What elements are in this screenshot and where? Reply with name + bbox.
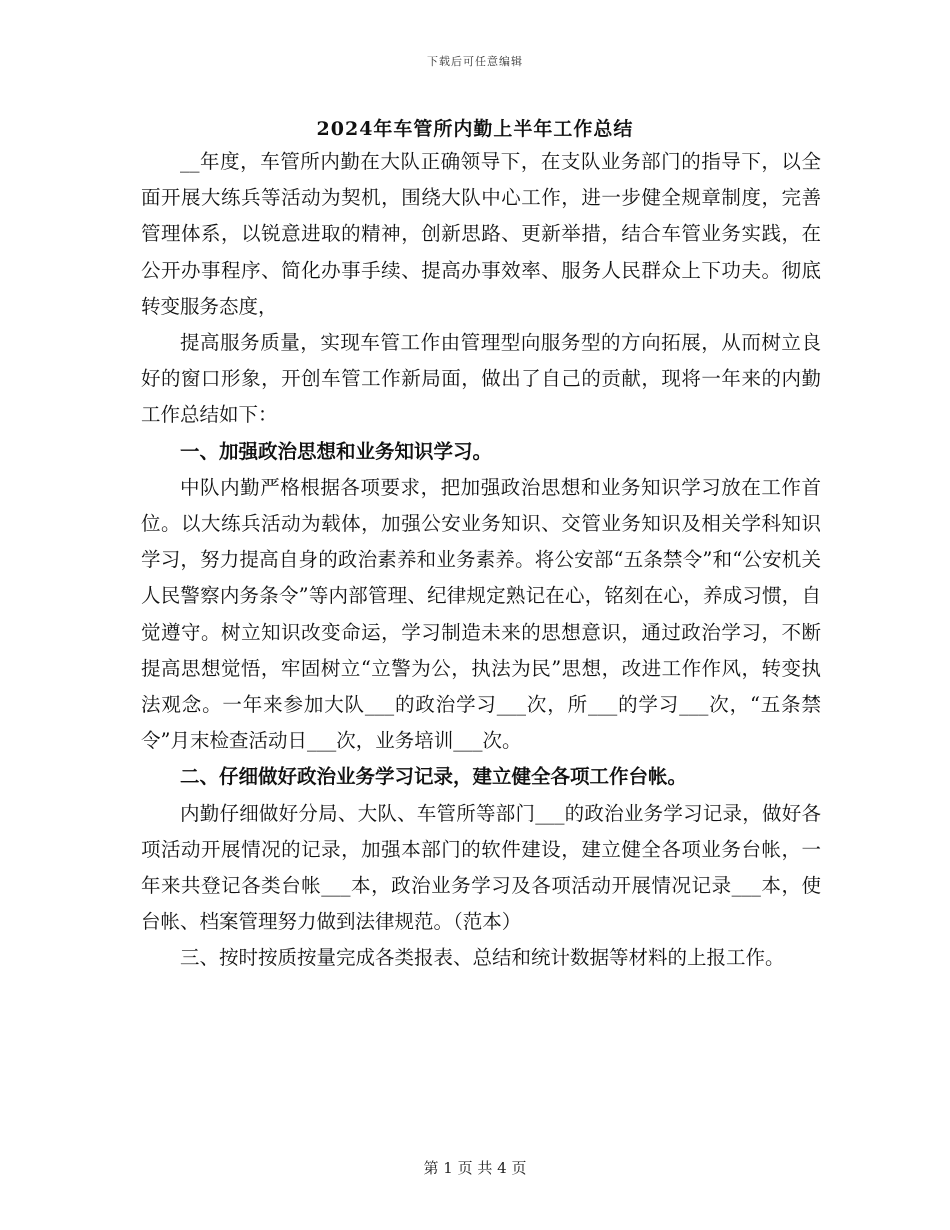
paragraph-intro-continued: 提高服务质量，实现车管工作由管理型向服务型的方向拓展，从而树立良好的窗口形象，开创车管工作新局面，做出了自己的贡献，现将一年来的内勤工作总结如下： [141, 331, 821, 427]
page-number-footer: 第 1 页 共 4 页 [423, 1159, 527, 1177]
paragraph-intro: __年度，车管所内勤在大队正确领导下，在支队业务部门的指导下，以全面开展大练兵等活动为契机，围绕大队中心工作，进一步健全规章制度，完善管理体系，以锐意进取的精神，创新思路、更新举措，结合车管业务实践，在公开办事程序、简化办事手续、提高办事效率、服务人民群众上下功夫。彻底转变服务态度， [141, 150, 821, 318]
paragraph-section-1: 中队内勤严格根据各项要求，把加强政治思想和业务知识学习放在工作首位。以大练兵活动为载体，加强公安业务知识、交管业务知识及相关学科知识学习，努力提高自身的政治素养和业务素养。将公安部“五条禁令”和“公安机关人民警察内务条令”等内部管理、纪律规定熟记在心，铭刻在心，养成习惯，自觉遵守。树立知识改变命运，学习制造未来的思想意识，通过政治学习，不断提高思想觉悟，牢固树立“立警为公，执法为民”思想，改进工作作风，转变执法观念。一年来参加大队___的政治学习___次，所___的学习___次，“五条禁令”月末检查活动日___次，业务培训___次。 [141, 475, 821, 753]
section-heading-3: 三、按时按质按量完成各类报表、总结和统计数据等材料的上报工作。 [180, 946, 785, 970]
page-header-note: 下载后可任意编辑 [427, 55, 523, 68]
paragraph-section-2: 内勤仔细做好分局、大队、车管所等部门___的政治业务学习记录，做好各项活动开展情况的记录，加强本部门的软件建设，建立健全各项业务台帐，一年来共登记各类台帐___本，政治业务学习及各项活动开展情况记录___本，使台帐、档案管理努力做到法律规范。（范本） [141, 801, 821, 934]
section-heading-2: 二、仔细做好政治业务学习记录，建立健全各项工作台帐。 [180, 765, 688, 789]
document-title: 2024年车管所内勤上半年工作总结 [316, 118, 634, 140]
section-heading-1: 一、加强政治思想和业务知识学习。 [180, 439, 493, 463]
document-body [141, 144, 821, 977]
